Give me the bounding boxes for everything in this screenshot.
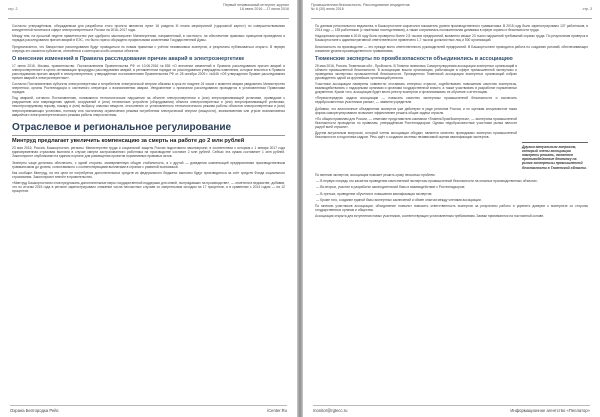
right-header-line: Промышленная безопасность. Расследование инцидентов bbox=[311, 3, 410, 7]
paragraph: По мнению участников ассоциации, объединение позволит повысить ответственность экспертов за результаты работы и укрепить доверие к экспертизе со стороны государственных органов и общества. bbox=[315, 204, 588, 213]
section-heading: Отраслевое и региональное регулирование bbox=[12, 121, 232, 133]
left-page bbox=[0, 0, 297, 417]
left-page-number: стр. 2 bbox=[8, 7, 18, 11]
header-divider bbox=[8, 18, 289, 19]
left-page-footer bbox=[10, 405, 287, 414]
pull-quote-text: Другим актуальным вопросом, который члены ассоциации намерены решать, является противодействие демпингу на рынке экспертизы промышленной безопасности в Тюменской области. bbox=[522, 144, 587, 170]
header-divider bbox=[311, 18, 592, 19]
paragraph: Как сообщил Минтруд, на эти цели не потребуется дополнительных средств из федерального бюджета: выплаты будут производиться за счёт средств Фонда социального страхования. Законопроект внесён в правительство. bbox=[12, 171, 285, 180]
right-page-header bbox=[311, 3, 592, 17]
paragraph: Безопасность на производстве — это прежде всего ответственность руководителей предприятий. В Башкортостане проводится работа по созданию условий, обеспечивающих снижение уровня производственного травматизма. bbox=[315, 44, 588, 53]
side-spacer bbox=[522, 64, 588, 142]
list-item: — В первую очередь это касается проведения качественной экспертизы промышленной безопасности на опасных производственных объектах; bbox=[316, 179, 538, 184]
article-layout bbox=[315, 64, 588, 173]
footer-publisher: Охрана Белгородка Рейс bbox=[10, 408, 59, 413]
article-main-column bbox=[315, 64, 517, 173]
paragraph: Под аварией, согласно Постановлению, понимаются технологические нарушения на объекте электроэнергетики и (или) энергопринимающей установке, приведшие к разрушению или повреждению зданий, сооружений и (или) технических устройств (оборудования) объекта электроэнергетики и (или) энергопринимающей установки, неконтролируемому взрыву, пожару и (или) выбросу опасных веществ, отклонению от установленного технологического режима работы объектов электроэнергетики и (или) энергопринимающих установок, полному или частичному ограничению режима потребления электрической энергии (мощности), возникновению или угрозе возникновения аварийного электроэнергетического режима работы энергосистемы. bbox=[12, 96, 285, 117]
paragraph: Согласно утверждённым, обсуждаемым для разработки этого проекта являются пункт 16 раздела III плана мероприятий («дорожной карты») по совершенствованию конкурентной политики в сфере электроэнергетики в России на 2016–2017 годы. bbox=[12, 24, 285, 33]
left-page-header bbox=[8, 3, 289, 17]
article-side-column bbox=[522, 64, 588, 173]
heading-divider bbox=[12, 135, 285, 136]
left-header-meta bbox=[223, 3, 289, 12]
article-title: Минтруд предлагает увеличить компенсацию за смерть на работе до 2 млн рублей bbox=[12, 138, 245, 145]
section-title: Тюменские эксперты по промбезопасности объединились в ассоциацию bbox=[315, 55, 513, 62]
paragraph: Между тем, на прошлой неделе правительство уже одобрило законопроект Минэнергетики, направленный, в частности, на обеспечение правовых принципов проведения и порядка расследования причин аварий в ЕЭС, что было горячо обсуждено профильными комитетами Государственной Думы. bbox=[12, 34, 285, 43]
right-header-meta bbox=[311, 3, 410, 12]
paragraph: 25 мая 2016, Россия, Тюменская обл., ПроВласть. В Тюмени появилась Саморегулируемая ассоциация экспертных организаций в области промышленной безопасности. В ассоциацию вошли организации, работающие в сфере промышленной экспертизы и проведения экспертизы промышленной безопасности. Президентом Тюменской ассоциации экспертных организаций избран руководитель одной из крупнейших организаций региона. bbox=[315, 63, 517, 80]
left-header-line: 18 июня 2016 – 17 июля 2016 bbox=[239, 7, 289, 12]
paragraph: Добавим, что аналогичные объединения экспертов уже действуют в ряде регионов России, и по оценкам специалистов такая форма саморегулирования позволяет эффективнее решать общие задачи отрасли. bbox=[315, 106, 517, 115]
paragraph: «Первоочередная задача ассоциации — повысить качество экспертизы промышленной безопасности и исключить недобросовестных участников рынка», — заявили учредители. bbox=[315, 96, 517, 105]
right-header-line: № 6 (30) июнь 2016 bbox=[311, 7, 344, 12]
paragraph: Другим актуальным вопросом, который члены ассоциации обсудят, является качество проводимых экспертиз промышленной безопасности и подготовка кадров. Речь идёт о создании системы независимой оценки квалификации экспертов. bbox=[315, 131, 517, 140]
paragraph: «Минтруд Башкортостана готов предложить дополнительные меры государственной поддержки для семей, пострадавших на производстве», — отметили в ведомстве, добавив, что по итогам 2015 года в регионе зарегистрировано снижение числа несчастных случаев со смертельным исходом на 17 процентов, а в сравнении с 2014 годом — на 12 процентов. bbox=[12, 181, 285, 194]
right-page-footer bbox=[313, 405, 590, 414]
paragraph: Ассоциация открыта для вступления новых участников, соответствующих установленным требованиям. Заявки принимаются на постоянной основе. bbox=[315, 214, 545, 219]
footer-agency: Информационное агентство «Пеллатор» bbox=[510, 408, 590, 413]
list-item: — В-третьих, проведение обучения и повышения квалификации экспертов; bbox=[316, 191, 433, 196]
right-page bbox=[303, 0, 600, 417]
paragraph: Предполагается, что банкротные расследования будут проводиться по новым правилам с учётом независимых экспертов, а результаты публиковаться открыто. В первую очередь это касается субъектов, отнесённых к категории особо опасных объектов. bbox=[12, 44, 285, 53]
section-title: О внесении изменений в Правила расследования причин аварий в электроэнергетике bbox=[12, 55, 245, 62]
footer-site-link[interactable]: iCenter.Ru bbox=[267, 408, 287, 413]
paragraph: Согласно Постановлению субъекты электроэнергетики и потребители электрической энергии обязаны в срок не позднее 24 часов с момента аварии уведомлять Министерство энергетики, органы Ростехнадзора и системного оператора о возникновении аварии. Уведомление о признании расследования проводится в установленном Правилами порядке. bbox=[12, 82, 285, 95]
pull-quote bbox=[522, 142, 588, 170]
paragraph: 17 июня 2016, Москва, правительство. Постановлением Правительства РФ от 10.06.2016 №535 «О внесении изменений в Правила расследования причин аварий в электроэнергетике» в целях оптимизации процедуры расследования аварий, в регламентном порядке их расследования утверждены изменения, которые вносятся в Правила расследования причин аварий в электроэнергетике, утверждённые постановлением Правительства РФ от 28 октября 2009 г. №846 «Об утверждении Правил расследования причин аварий в электроэнергетике». bbox=[12, 63, 285, 80]
list-item: — Кроме того, создание единой базы экспертных заключений и обмен опытом между членами ассоциации. bbox=[316, 197, 482, 202]
footer-email-link[interactable]: monitor@rgtecc.ru bbox=[313, 408, 348, 413]
paragraph: По данным регионального ведомства, в Башкортостане сократился показатель уровня производственного травматизма. В 2015 году было зарегистрировано 137 работников, в 2014 году — 155 работников (с тяжёлыми последствиями), а также сохранилась положительная динамика в сфере охраны и безопасности труда. bbox=[315, 24, 588, 33]
paragraph: 23 мая 2016, Россия, Башкортостан, регионы. Министерство труда и социальной защиты России подготовило законопроект, в соответствии с которым с 1 января 2017 года единовременная страховая выплата в случае смерти застрахованного работника на производстве составит 2 млн рублей. Сейчас эта сумма составляет 1 млн рублей. Законопроект опубликован на едином портале для размещения проектов нормативных правовых актов. bbox=[12, 146, 285, 159]
left-header-line: Первый независимый интернет-журнал bbox=[223, 3, 289, 7]
right-page-number: стр. 3 bbox=[582, 7, 592, 11]
list-item: — Во-вторых, участие в разработке законодательной базы и взаимодействие с Ростехнадзором; bbox=[316, 185, 465, 190]
paragraph: Участники ассоциации намерены совместно отстаивать интересы отрасли, содействовать повышению качества экспертизы, взаимодействовать с надзорными органами и органами государственной власти, а также участвовать в разработке нормативных документов. Кроме того, ассоциация будет вести реестр экспертов и организовывать их обучение и аттестацию. bbox=[315, 82, 517, 95]
paragraph: «По общим правилам для России, — отмечают представители компании «ТюменьПромЭкспертиза», — экспертиза промышленной безопасности проводится по правилам, утверждённым Ростехнадзором. Однако недобросовестные участники рынка наносят ущерб всей отрасли». bbox=[315, 116, 517, 130]
paragraph: По мнению экспертов, ассоциация поможет решить сразу несколько проблем: bbox=[315, 172, 436, 177]
left-page-body bbox=[12, 24, 285, 196]
paragraph: Надзорными органами в 2015 году было проверено более 2,5 тысячи предприятий, выявлено свыше 23 тысяч нарушений требований охраны труда. По результатам проверок в Башкортостане к административной ответственности привлечено 1,7 тысячи должностных лиц и 500 организаций. bbox=[315, 34, 588, 43]
paragraph: Эксперты чаще делились обеспечить, с одной стороны, своевременную общую стабильность, а с другой — доведения компенсаций предприятиями производственным травматизмом до уровня, сопоставимого с соответствующими выплатами в странах с развитой экономикой. bbox=[12, 160, 285, 169]
right-page-body bbox=[315, 24, 588, 221]
